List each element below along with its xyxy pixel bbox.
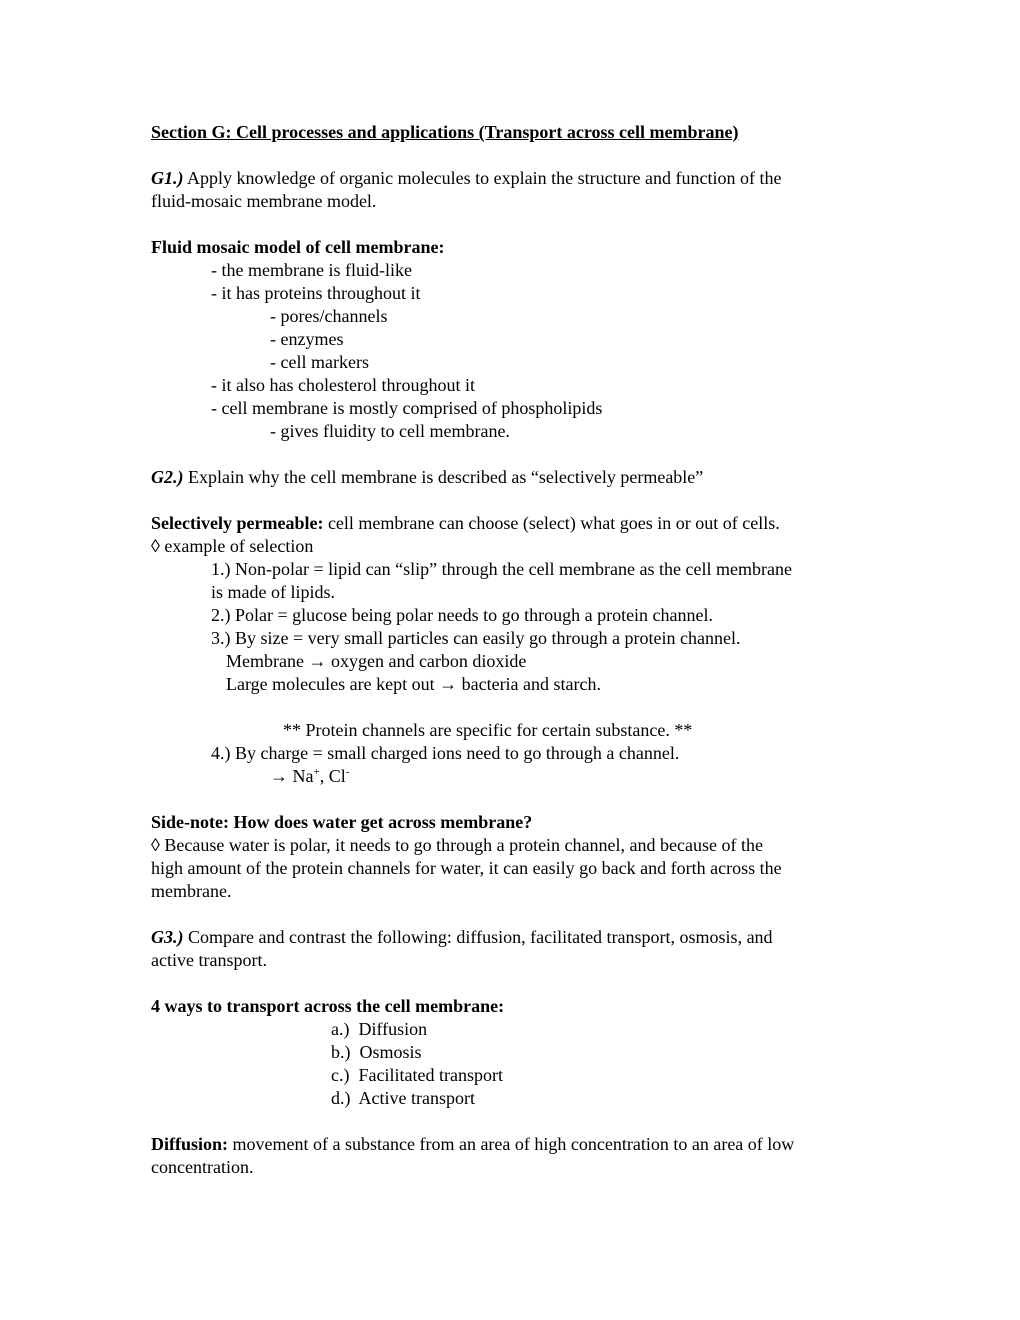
fluid-mosaic-heading: Fluid mosaic model of cell membrane: <box>151 237 445 257</box>
list-item: 3.) By size = very small particles can easily go through a protein channel. <box>211 628 741 648</box>
sidenote-text: high amount of the protein channels for water, it can easily go back and forth across the <box>151 858 782 878</box>
sidenote-text: ◊ Because water is polar, it needs to go through a protein channel, and because of the <box>151 835 763 855</box>
sidenote-heading: Side-note: How does water get across membrane? <box>151 812 533 832</box>
list-item: - enzymes <box>270 329 344 349</box>
diffusion-definition: Diffusion: movement of a substance from an area of high concentration to an area of low <box>151 1134 795 1154</box>
g3-objective: G3.) Compare and contrast the following: diffusion, facilitated transport, osmosis, and <box>151 927 773 947</box>
list-item: 1.) Non-polar = lipid can “slip” through the cell membrane as the cell membrane <box>211 559 792 579</box>
list-item: c.) Facilitated transport <box>331 1065 503 1085</box>
sidenote-text: membrane. <box>151 881 232 901</box>
list-item: - gives fluidity to cell membrane. <box>270 421 510 441</box>
list-item: - it has proteins throughout it <box>211 283 421 303</box>
ion-examples: → Na+, Cl- <box>270 766 350 786</box>
note: ** Protein channels are specific for certain substance. ** <box>283 720 693 740</box>
g2-objective: G2.) Explain why the cell membrane is described as “selectively permeable” <box>151 467 704 487</box>
list-item: - cell markers <box>270 352 369 372</box>
document-page <box>151 121 871 1179</box>
list-item: - the membrane is fluid-like <box>211 260 412 280</box>
arrow-right-icon: → <box>270 766 288 786</box>
g3-objective-cont: active transport. <box>151 950 267 970</box>
transport-ways-heading: 4 ways to transport across the cell membrane: <box>151 996 505 1016</box>
selectively-permeable-definition: Selectively permeable: cell membrane can choose (select) what goes in or out of cells. <box>151 513 780 533</box>
list-item: Large molecules are kept out → bacteria and starch. <box>226 674 602 694</box>
list-item: - it also has cholesterol throughout it <box>211 375 475 395</box>
g1-objective-cont: fluid-mosaic membrane model. <box>151 191 377 211</box>
list-item: is made of lipids. <box>211 582 335 602</box>
example-heading: ◊ example of selection <box>151 536 314 556</box>
list-item: - pores/channels <box>270 306 388 326</box>
g1-objective: G1.) Apply knowledge of organic molecules to explain the structure and function of the <box>151 168 782 188</box>
list-item: b.) Osmosis <box>331 1042 422 1062</box>
diffusion-definition-cont: concentration. <box>151 1157 254 1177</box>
list-item: 4.) By charge = small charged ions need to go through a channel. <box>211 743 680 763</box>
list-item: d.) Active transport <box>331 1088 475 1108</box>
list-item: - cell membrane is mostly comprised of phospholipids <box>211 398 603 418</box>
arrow-right-icon: → <box>439 674 458 694</box>
list-item: a.) Diffusion <box>331 1019 428 1039</box>
section-title: Section G: Cell processes and applications (Transport across cell membrane) <box>151 122 739 142</box>
arrow-right-icon: → <box>308 651 327 671</box>
list-item: 2.) Polar = glucose being polar needs to go through a protein channel. <box>211 605 714 625</box>
list-item: Membrane → oxygen and carbon dioxide <box>226 651 527 671</box>
